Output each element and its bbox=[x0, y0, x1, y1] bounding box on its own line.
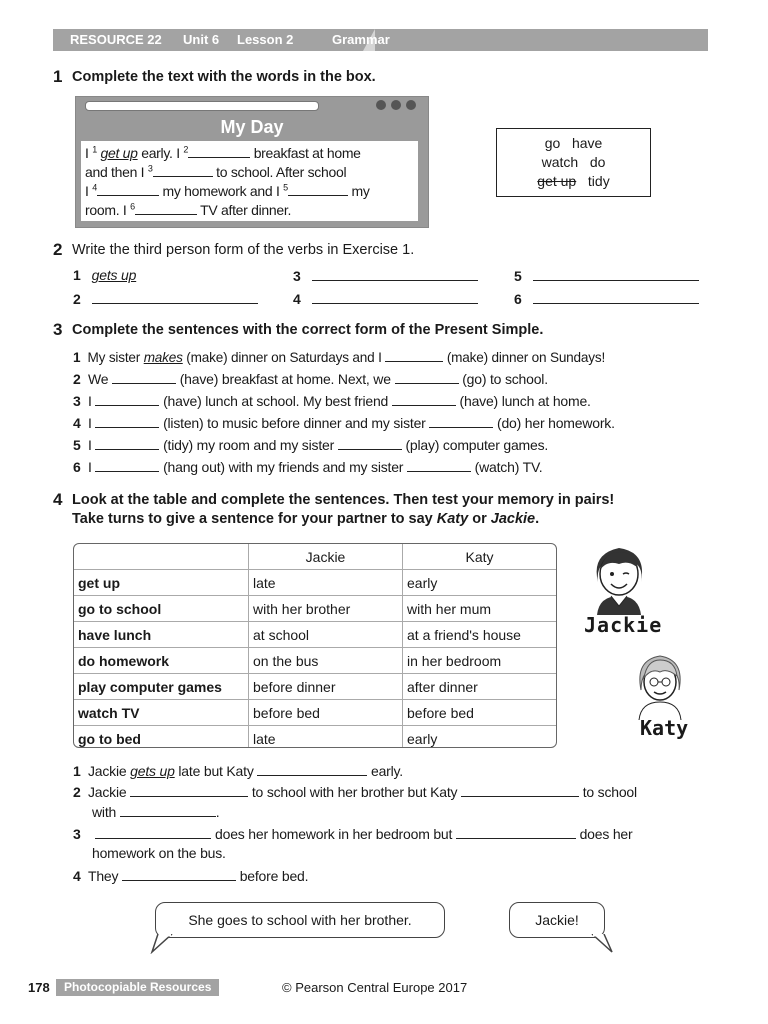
page-number: 178 bbox=[28, 980, 50, 995]
ex4-sentence-2-cont: with . bbox=[92, 804, 220, 820]
table-row: watch TV before bed before bed bbox=[74, 700, 556, 726]
ex2-item-6: 6 bbox=[514, 290, 699, 307]
exercise-3-number: 3 bbox=[53, 320, 63, 339]
answer-blank[interactable] bbox=[112, 370, 176, 384]
ex3-item-4: 4 I (listen) to music before dinner and my sister (do) her homework. bbox=[73, 415, 615, 431]
word-box bbox=[496, 128, 651, 197]
answer-blank[interactable] bbox=[95, 392, 159, 406]
ex3-item-1: 1 My sister makes (make) dinner on Saturdays and I (make) dinner on Sundays! bbox=[73, 350, 606, 365]
ex2-item-4: 4 bbox=[293, 290, 478, 307]
exercise-3-title: Complete the sentences with the correct form of the Present Simple. bbox=[72, 322, 544, 338]
resource-label: RESOURCE 22 bbox=[70, 32, 162, 47]
answer-blank[interactable] bbox=[392, 392, 456, 406]
answer-blank[interactable] bbox=[257, 762, 367, 776]
answer-blank[interactable] bbox=[97, 182, 159, 196]
word-row: go have bbox=[544, 135, 603, 151]
answer-blank[interactable] bbox=[95, 458, 159, 472]
ex3-item-3: 3 I (have) lunch at school. My best friend (have) lunch at home. bbox=[73, 393, 591, 409]
my-day-line-2: and then I $^3$ to school. After school bbox=[85, 163, 347, 180]
table-row: play computer games before dinner after dinner bbox=[74, 674, 556, 700]
jackie-label: Jackie bbox=[584, 613, 663, 637]
column-header: Jackie bbox=[249, 544, 403, 570]
table-header-row bbox=[74, 544, 556, 570]
my-day-title: My Day bbox=[220, 117, 284, 137]
exercise-2-title: Write the third person form of the verbs in Exercise 1. bbox=[72, 242, 415, 258]
ex2-item-2: 2 bbox=[73, 290, 258, 307]
exercise-1-number: 1 bbox=[53, 67, 63, 86]
ex2-item-3: 3 bbox=[293, 267, 478, 284]
my-day-line-1: I $^1$ get up early. I $^2$ breakfast at home bbox=[85, 144, 361, 161]
ex4-sentence-2: 2 Jackie to school with her brother but Katy to school bbox=[73, 784, 637, 800]
footer-badge: Photocopiable Resources bbox=[56, 979, 219, 996]
copyright: © Pearson Central Europe 2017 bbox=[282, 980, 468, 995]
table-row: get up late early bbox=[74, 570, 556, 596]
ex2-item-5: 5 bbox=[514, 267, 699, 284]
table-row: go to bed late early bbox=[74, 726, 556, 749]
speech-bubble-1: She goes to school with her brother. bbox=[155, 902, 445, 938]
answer-blank[interactable] bbox=[130, 783, 248, 797]
answer-blank[interactable] bbox=[338, 436, 402, 450]
ex3-item-6: 6 I (hang out) with my friends and my sister (watch) TV. bbox=[73, 459, 543, 475]
answer-blank[interactable] bbox=[288, 182, 348, 196]
answer-blank[interactable] bbox=[95, 414, 159, 428]
unit-label: Unit 6 bbox=[183, 32, 220, 47]
ex4-sentence-3-cont: homework on the bus. bbox=[92, 845, 226, 861]
answer-blank[interactable] bbox=[533, 290, 699, 304]
exercise-1-title: Complete the text with the words in the box. bbox=[72, 69, 376, 85]
ex3-item-5: 5 I (tidy) my room and my sister (play) computer games. bbox=[73, 437, 549, 453]
word-row: get up tidy bbox=[537, 173, 610, 189]
answer-blank[interactable] bbox=[92, 290, 258, 304]
ex4-sentence-3: 3 does her homework in her bedroom but does her bbox=[73, 826, 633, 842]
exercise-2-number: 2 bbox=[53, 240, 63, 259]
bubble-tail-icon bbox=[588, 934, 618, 954]
window-dot-icon bbox=[391, 100, 401, 110]
katy-label: Katy bbox=[640, 716, 689, 740]
my-day-box bbox=[75, 96, 429, 228]
lesson-label: Lesson 2 bbox=[237, 32, 294, 47]
speech-bubble-2: Jackie! bbox=[509, 902, 605, 938]
answer-blank[interactable] bbox=[135, 201, 197, 215]
answer-blank[interactable] bbox=[312, 267, 478, 281]
table-row: have lunch at school at a friend's house bbox=[74, 622, 556, 648]
exercise-4-number: 4 bbox=[53, 490, 63, 509]
table-row: do homework on the bus in her bedroom bbox=[74, 648, 556, 674]
window-dot-icon bbox=[406, 100, 416, 110]
window-dot-icon bbox=[376, 100, 386, 110]
answer-blank[interactable] bbox=[312, 290, 478, 304]
answer-blank[interactable] bbox=[122, 867, 236, 881]
window-address-bar bbox=[85, 101, 319, 111]
answer-blank[interactable] bbox=[407, 458, 471, 472]
my-day-line-3: I $^4$ my homework and I $^5$ my bbox=[85, 182, 370, 199]
exercise-4-title: Look at the table and complete the sentences. Then test your memory in pairs! bbox=[72, 492, 615, 508]
answer-blank[interactable] bbox=[461, 783, 579, 797]
my-day-text bbox=[81, 141, 418, 221]
column-header: Katy bbox=[403, 544, 557, 570]
comparison-table bbox=[73, 543, 557, 748]
ex2-item-1: 1 gets up bbox=[73, 267, 137, 283]
answer-blank[interactable] bbox=[153, 163, 213, 177]
answer-blank[interactable] bbox=[429, 414, 493, 428]
answer-blank[interactable] bbox=[120, 803, 216, 817]
answer-blank[interactable] bbox=[385, 348, 443, 362]
answer-blank[interactable] bbox=[395, 370, 459, 384]
table-row: go to school with her brother with her mum bbox=[74, 596, 556, 622]
answer-blank[interactable] bbox=[533, 267, 699, 281]
header-bar bbox=[53, 29, 708, 51]
answer-blank[interactable] bbox=[456, 825, 576, 839]
jackie-portrait bbox=[585, 540, 655, 615]
ex4-sentence-1: 1 Jackie gets up late but Katy early. bbox=[73, 763, 403, 779]
word-row: watch do bbox=[541, 154, 606, 170]
answer-blank[interactable] bbox=[95, 825, 211, 839]
ex3-item-2: 2 We (have) breakfast at home. Next, we (go) to school. bbox=[73, 371, 548, 387]
katy-portrait bbox=[633, 650, 687, 720]
exercise-4-subtitle: Take turns to give a sentence for your partner to say Katy or Jackie. bbox=[72, 511, 540, 527]
answer-blank[interactable] bbox=[95, 436, 159, 450]
section-label: Grammar bbox=[332, 32, 390, 47]
answer-blank[interactable] bbox=[188, 144, 250, 158]
bubble-tail-icon bbox=[150, 934, 180, 954]
ex4-sentence-4: 4 They before bed. bbox=[73, 868, 309, 884]
used-word: get up bbox=[537, 173, 577, 189]
my-day-line-4: room. I $^6$ TV after dinner. bbox=[85, 201, 292, 218]
example-answer: get up bbox=[100, 145, 138, 161]
